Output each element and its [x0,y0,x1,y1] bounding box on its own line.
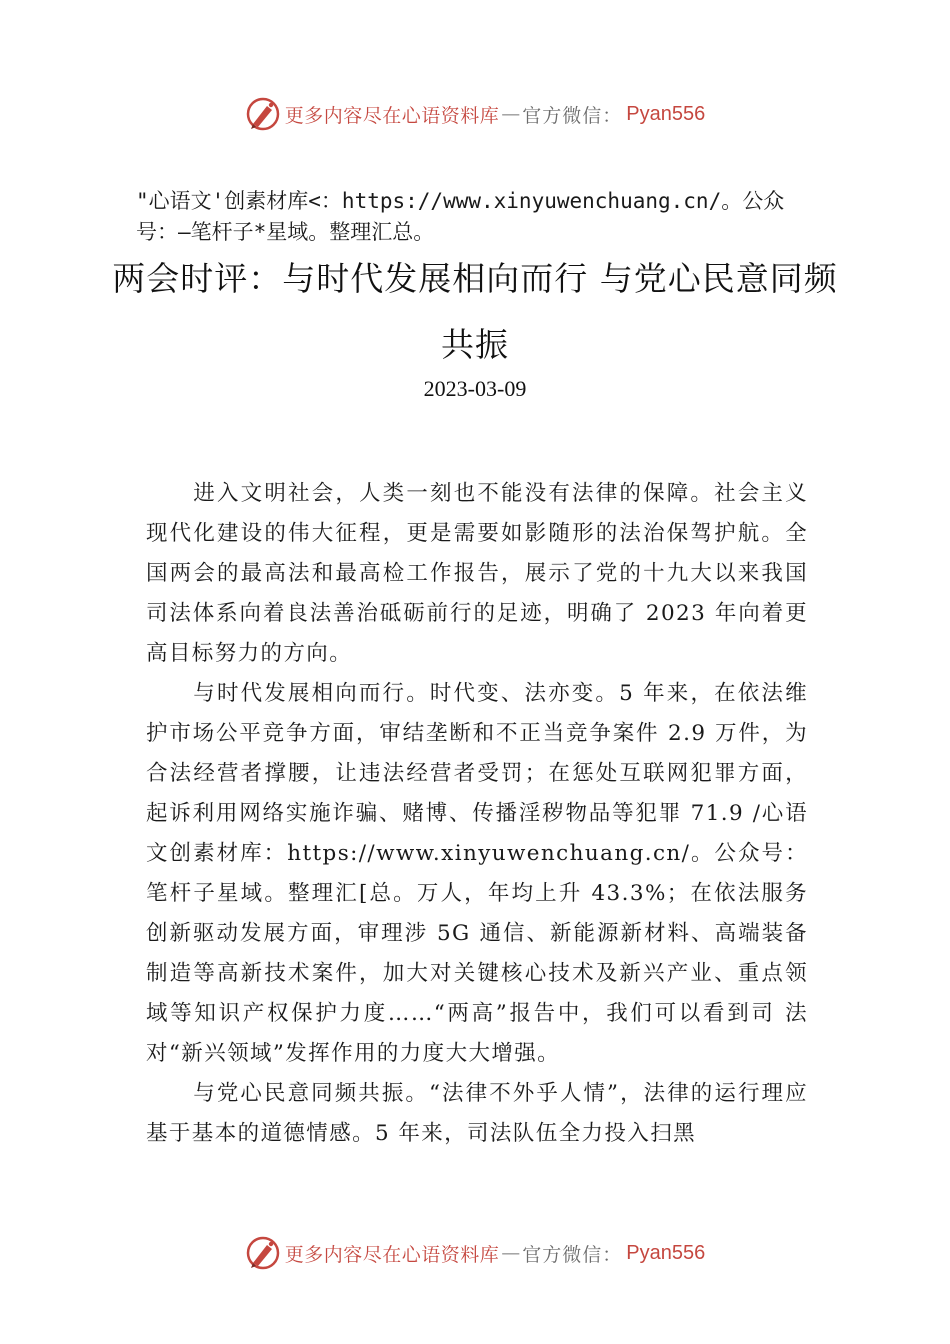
banner-wechat-label: 官方微信： [522,104,623,127]
banner-wechat-id: Pyan556 [626,102,706,125]
pen-logo-icon [245,1235,281,1271]
banner-text: 更多内容尽在心语资料库 [284,104,500,127]
paragraph: 进入文明社会，人类一刻也不能没有法律的保障。社会主义现代化建设的伟大征程，更是需要如影随形的法治保驾护航。全国两会的最高法和最高检工作报告，展示了党的十九大以来我国司法体系向着良法善治砥砺前行的足迹，明确了 2023 年向着更高目标努力的方向。 [146,481,808,666]
paragraph: 与党心民意同频共振。“法律不外乎人情”，法律的运行理应基于基本的道德情感。5 年来，司法队伍全力投入扫黑 [146,1081,808,1146]
paragraph: 与时代发展相向而行。时代变、法亦变。5 年来，在依法维护市场公平竞争方面，审结垄断和不正当竞争案件 2.9 万件，为合法经营者撑腰，让违法经营者受罚；在惩处互联网犯罪方面，起诉利用网络实施诈骗、赌博、传播淫秽物品等犯罪 71.9 /心语文创素材库：https://www.xinyuwenchuang.cn/。公众号：笔杆子星域。整理汇[总。万人，年均上升 43.3%；在依法服务创新驱动发展方面，审理涉 5G 通信、新能源新材料、高端装备制造等高新技术案件，加大对关键核心技术及新兴产业、重点领域等知识产权保护力度……“两高”报告中，我们可以看到司 法对“新兴领域”发挥作用的力度大大增强。 [146,681,808,1066]
banner-separator: — [501,1242,521,1264]
banner-text: 更多内容尽在心语资料库 [284,1243,500,1266]
footer-banner [0,1233,950,1273]
article-body [146,474,808,1154]
banner-wechat-id: Pyan556 [626,1241,706,1264]
header-banner [0,94,950,134]
banner-separator: — [501,103,521,125]
article-date: 2023-03-09 [423,376,527,401]
pen-logo-icon [245,96,281,132]
banner-wechat-label: 官方微信： [522,1243,623,1266]
source-note: "心语文'创素材库<：https://www.xinyuwenchuang.cn/。公众号：—笔杆子*星域。整理汇总。 [136,189,785,244]
article-title: 两会时评：与时代发展相向而行 与党心民意同频共振 [112,259,838,364]
